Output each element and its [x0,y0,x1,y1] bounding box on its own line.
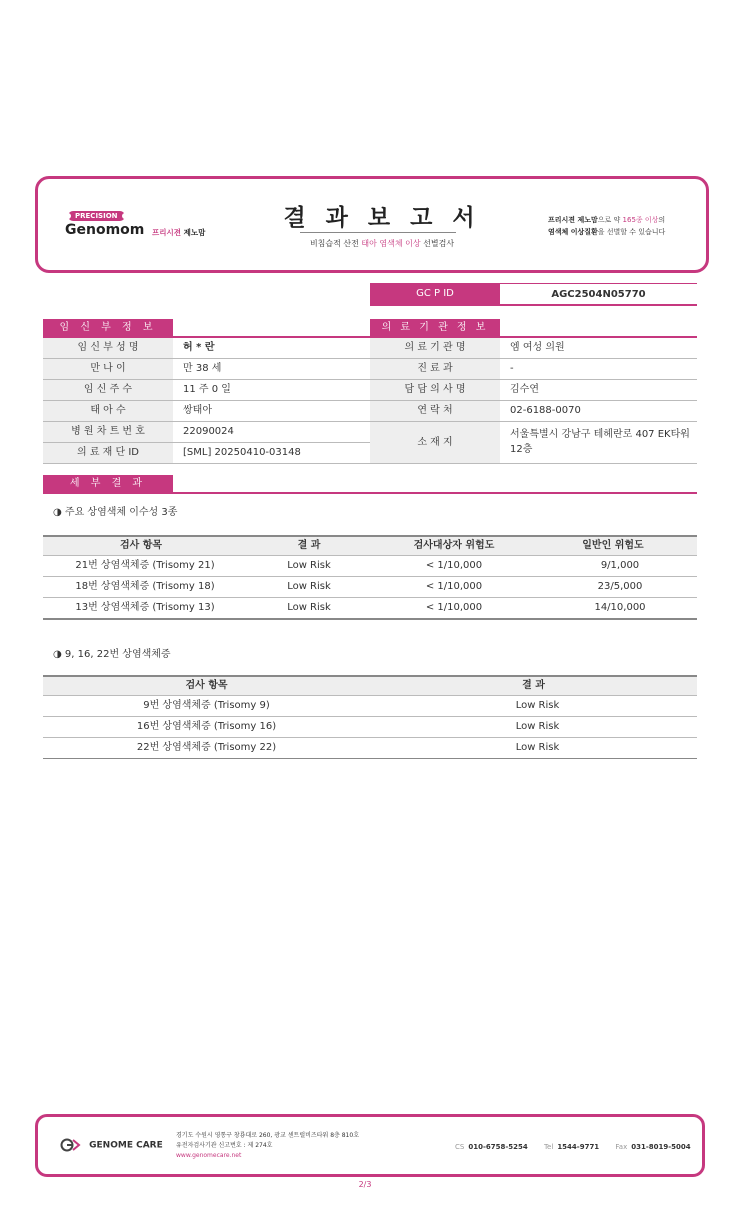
location-value: 서울특별시 강남구 테헤란로 407 EK타워 12층 [510,429,690,455]
table-row-cell: < 1/10,000 [425,581,483,592]
table-row-cell: 16번 상염색체증 (Trisomy 16) [136,721,277,732]
table-row-cell: Low Risk [515,742,560,753]
fetus-count-value: 쌍태아 [183,405,212,416]
footer-license: 유전자검사기관 신고번호 : 제 274호 [176,1142,273,1149]
detail-heading: 세 부 결 과 [43,475,173,493]
foundation-id-value: [SML] 20250410-03148 [183,447,301,458]
cs-label: CS [455,1143,465,1151]
pregnant-name-value: 허 * 란 [183,342,215,353]
table-row-cell: 9/1,000 [600,560,640,571]
row-divider [43,463,370,464]
gestational-week-label: 임 신 주 수 [43,380,173,400]
table-row-cell: < 1/10,000 [425,560,483,571]
medical-info-heading: 의 료 기 관 정 보 [370,319,500,337]
section1-title-text: 주요 상염색체 이수성 3종 [64,507,178,518]
table1-header-subject-risk: 검사대상자 위험도 [413,540,495,551]
subtitle-post: 선별검사 [420,239,455,248]
half-circle-icon: ◑ [53,507,62,518]
fetus-count-label: 태 아 수 [43,401,173,421]
department-value: - [510,363,514,374]
note-text: 으로 약 [597,216,623,224]
footer-contact [455,1143,691,1151]
department-label: 진 료 과 [370,359,500,379]
table-row-cell: 18번 상염색체증 (Trisomy 18) [75,581,215,592]
table-row-cell: Low Risk [515,700,560,711]
chart-number-label: 병 원 차 트 번 호 [43,422,173,442]
contact-value: 02-6188-0070 [510,405,581,416]
doctor-value: 김수연 [510,384,539,395]
age-label: 만 나 이 [43,359,173,379]
table-row-cell: 21번 상염색체증 (Trisomy 21) [75,560,215,571]
note-text: 의 [658,216,666,224]
footer-url[interactable]: www.genomecare.net [176,1152,242,1159]
subtitle-pre: 비침습적 산전 [309,239,362,248]
fax-value: 031-8019-5004 [631,1143,691,1151]
table-row-cell: Low Risk [287,602,331,613]
table-row-cell: Low Risk [287,581,331,592]
table2-bottomline [43,758,697,759]
table1-header-general-risk: 일반인 위험도 [582,540,644,551]
note-text: 을 선별할 수 있습니다 [597,228,666,236]
pregnant-name-label: 임 신 부 성 명 [43,338,173,358]
institution-label: 의 료 기 관 명 [370,338,500,358]
location-label: 소 재 지 [370,422,500,463]
pregnant-info-heading: 임 신 부 정 보 [43,319,173,337]
table1-header-result: 결 과 [297,540,321,551]
precision-label: PRECISION [75,212,118,220]
genome-care-text: GENOME CARE [89,1140,163,1151]
page-number: 2/3 [358,1180,372,1189]
detail-underline [43,492,697,494]
header-note [548,214,665,238]
footer-address: 경기도 수원시 영통구 창룡대로 260, 광교 센트럴비즈타워 8층 810호 [176,1132,359,1139]
logo-sub-pink: 프리시젼 [152,228,181,237]
foundation-id-label: 의 료 재 단 ID [43,443,173,463]
table-row-cell: 23/5,000 [597,581,643,592]
report-title: 결 과 보 고 서 [283,205,481,231]
badge-dot-icon [122,213,128,219]
note-highlight: 165종 이상 [622,216,659,224]
age-value: 만 38 세 [183,363,222,374]
section1-title [53,503,177,518]
section2-title-text: 9, 16, 22번 상염색체증 [64,649,171,660]
cs-value: 010-6758-5254 [468,1143,528,1151]
table1-bottomline [43,618,697,620]
gestational-week-value: 11 주 0 일 [183,384,231,395]
genome-care-icon [60,1138,86,1152]
subtitle-pink: 태아 염색체 이상 [361,239,421,248]
table2-header-item: 검사 항목 [185,680,228,691]
logo-subtitle [152,227,205,238]
table-row-cell: 14/10,000 [594,602,646,613]
half-circle-icon: ◑ [53,649,62,660]
note-disease: 염색체 이상질환 [548,228,598,236]
chart-number-value: 22090024 [183,426,234,437]
table-row-cell: < 1/10,000 [425,602,483,613]
doctor-label: 담 담 의 사 명 [370,380,500,400]
row-divider [370,463,697,464]
title-divider [300,232,456,233]
tel-value: 1544-9771 [557,1143,600,1151]
gcpid-label: GC P ID [370,283,500,305]
tel-label: Tel [543,1143,554,1151]
badge-dot-icon [65,213,71,219]
contact-label: 연 락 처 [370,401,500,421]
genome-care-logo [60,1138,163,1152]
table-row-cell: Low Risk [287,560,331,571]
table1-header-item: 검사 항목 [119,540,163,551]
table2-header-result: 결 과 [522,680,545,691]
table-row-cell: Low Risk [515,721,560,732]
table-row-cell: 13번 상염색체증 (Trisomy 13) [75,602,215,613]
section2-title [53,645,171,660]
institution-value: 엠 여성 의원 [510,342,565,353]
gcpid-underline [370,304,697,306]
logo-sub-dark: 제노맘 [183,228,206,237]
precision-badge [68,211,125,221]
footer-address-block [176,1131,359,1161]
fax-label: Fax [615,1143,628,1151]
table-row-cell: 9번 상염색체증 (Trisomy 9) [143,700,270,711]
report-subtitle [262,238,502,249]
gcpid-value: AGC2504N05770 [500,283,697,305]
genomom-logo: Genomom [65,222,145,238]
note-product: 프리시젼 제노맘 [548,216,598,224]
table-row-cell: 22번 상염색체증 (Trisomy 22) [136,742,277,753]
